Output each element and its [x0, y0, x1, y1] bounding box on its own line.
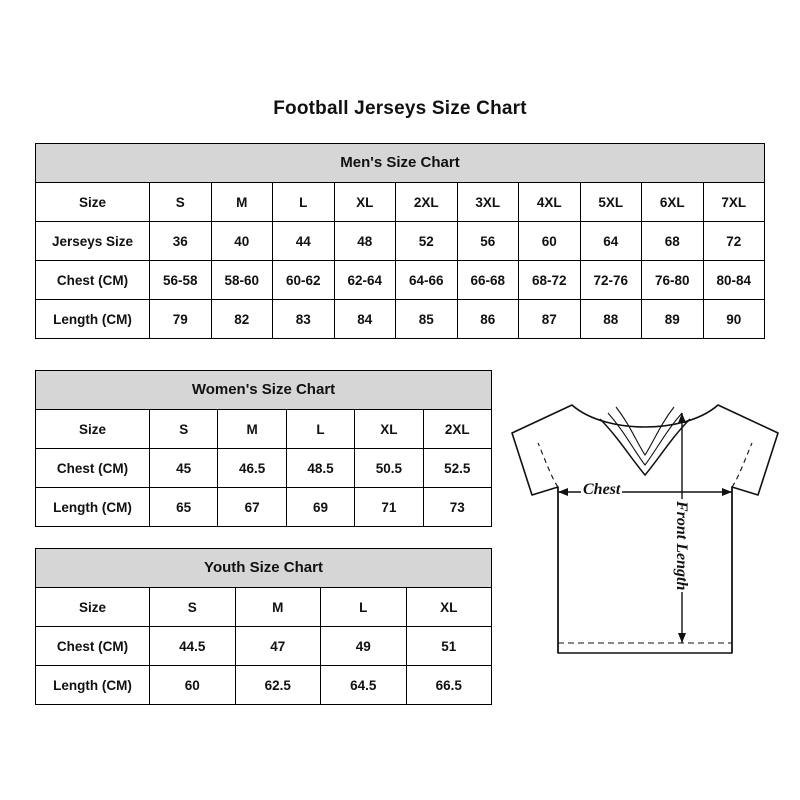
table-cell: 66-68: [457, 261, 519, 300]
column-header: L: [321, 588, 407, 627]
table-cell: 85: [396, 300, 458, 339]
table-cell: 82: [211, 300, 273, 339]
table-cell: 52.5: [423, 449, 491, 488]
table-cell: 73: [423, 488, 491, 527]
table-cell: 51: [406, 627, 492, 666]
mens-size-chart: [35, 143, 765, 339]
table-cell: 64-66: [396, 261, 458, 300]
table-cell: 86: [457, 300, 519, 339]
table-cell: 56: [457, 222, 519, 261]
table-cell: 72: [703, 222, 765, 261]
row-label: Chest (CM): [36, 627, 150, 666]
youth-size-table: [35, 548, 492, 705]
table-cell: 62-64: [334, 261, 396, 300]
mens-table-caption: Men's Size Chart: [35, 143, 765, 182]
table-row: [36, 222, 765, 261]
womens-size-table: [35, 370, 492, 527]
table-cell: 64: [580, 222, 642, 261]
column-header: 6XL: [642, 183, 704, 222]
row-label: Chest (CM): [36, 261, 150, 300]
column-header: L: [273, 183, 335, 222]
column-header: M: [218, 410, 286, 449]
column-header: M: [235, 588, 321, 627]
table-row: [36, 300, 765, 339]
table-cell: 48: [334, 222, 396, 261]
table-row: [36, 261, 765, 300]
row-header-label: Size: [36, 183, 150, 222]
tshirt-outline-icon: [500, 395, 790, 695]
table-cell: 90: [703, 300, 765, 339]
table-cell: 64.5: [321, 666, 407, 705]
row-label: Length (CM): [36, 300, 150, 339]
table-cell: 44: [273, 222, 335, 261]
table-cell: 72-76: [580, 261, 642, 300]
row-header-label: Size: [36, 588, 150, 627]
table-cell: 66.5: [406, 666, 492, 705]
womens-size-chart: [35, 370, 492, 527]
table-row: [36, 488, 492, 527]
table-cell: 87: [519, 300, 581, 339]
table-cell: 80-84: [703, 261, 765, 300]
row-header-label: Size: [36, 410, 150, 449]
womens-table-caption: Women's Size Chart: [35, 370, 492, 409]
table-row: [36, 410, 492, 449]
table-cell: 83: [273, 300, 335, 339]
row-label: Length (CM): [36, 488, 150, 527]
table-cell: 60: [519, 222, 581, 261]
table-cell: 79: [150, 300, 212, 339]
front-length-measurement-label: Front Length: [673, 501, 690, 591]
column-header: XL: [406, 588, 492, 627]
table-cell: 67: [218, 488, 286, 527]
table-cell: 60-62: [273, 261, 335, 300]
table-cell: 49: [321, 627, 407, 666]
table-cell: 45: [150, 449, 218, 488]
table-cell: 68: [642, 222, 704, 261]
column-header: S: [150, 183, 212, 222]
column-header: 2XL: [423, 410, 491, 449]
table-cell: 48.5: [286, 449, 354, 488]
column-header: 4XL: [519, 183, 581, 222]
table-cell: 56-58: [150, 261, 212, 300]
column-header: 7XL: [703, 183, 765, 222]
table-cell: 69: [286, 488, 354, 527]
table-cell: 65: [150, 488, 218, 527]
column-header: S: [150, 588, 236, 627]
column-header: 3XL: [457, 183, 519, 222]
table-cell: 46.5: [218, 449, 286, 488]
row-label: Length (CM): [36, 666, 150, 705]
table-cell: 88: [580, 300, 642, 339]
chest-measurement-label: Chest: [583, 481, 621, 498]
table-cell: 58-60: [211, 261, 273, 300]
table-cell: 52: [396, 222, 458, 261]
column-header: L: [286, 410, 354, 449]
table-row: [36, 627, 492, 666]
youth-table-caption: Youth Size Chart: [35, 548, 492, 587]
row-label: Jerseys Size: [36, 222, 150, 261]
column-header: S: [150, 410, 218, 449]
table-cell: 68-72: [519, 261, 581, 300]
table-row: [36, 449, 492, 488]
row-label: Chest (CM): [36, 449, 150, 488]
table-cell: 47: [235, 627, 321, 666]
table-cell: 84: [334, 300, 396, 339]
table-cell: 89: [642, 300, 704, 339]
table-cell: 36: [150, 222, 212, 261]
column-header: XL: [334, 183, 396, 222]
table-cell: 50.5: [355, 449, 423, 488]
table-row: [36, 588, 492, 627]
table-cell: 60: [150, 666, 236, 705]
table-cell: 62.5: [235, 666, 321, 705]
shirt-measurement-diagram: [500, 395, 790, 695]
table-cell: 44.5: [150, 627, 236, 666]
table-row: [36, 183, 765, 222]
table-row: [36, 666, 492, 705]
table-cell: 40: [211, 222, 273, 261]
mens-size-table: [35, 143, 765, 339]
column-header: M: [211, 183, 273, 222]
column-header: 5XL: [580, 183, 642, 222]
youth-size-chart: [35, 548, 492, 705]
table-cell: 76-80: [642, 261, 704, 300]
column-header: 2XL: [396, 183, 458, 222]
table-cell: 71: [355, 488, 423, 527]
column-header: XL: [355, 410, 423, 449]
page-title: Football Jerseys Size Chart: [273, 98, 527, 119]
